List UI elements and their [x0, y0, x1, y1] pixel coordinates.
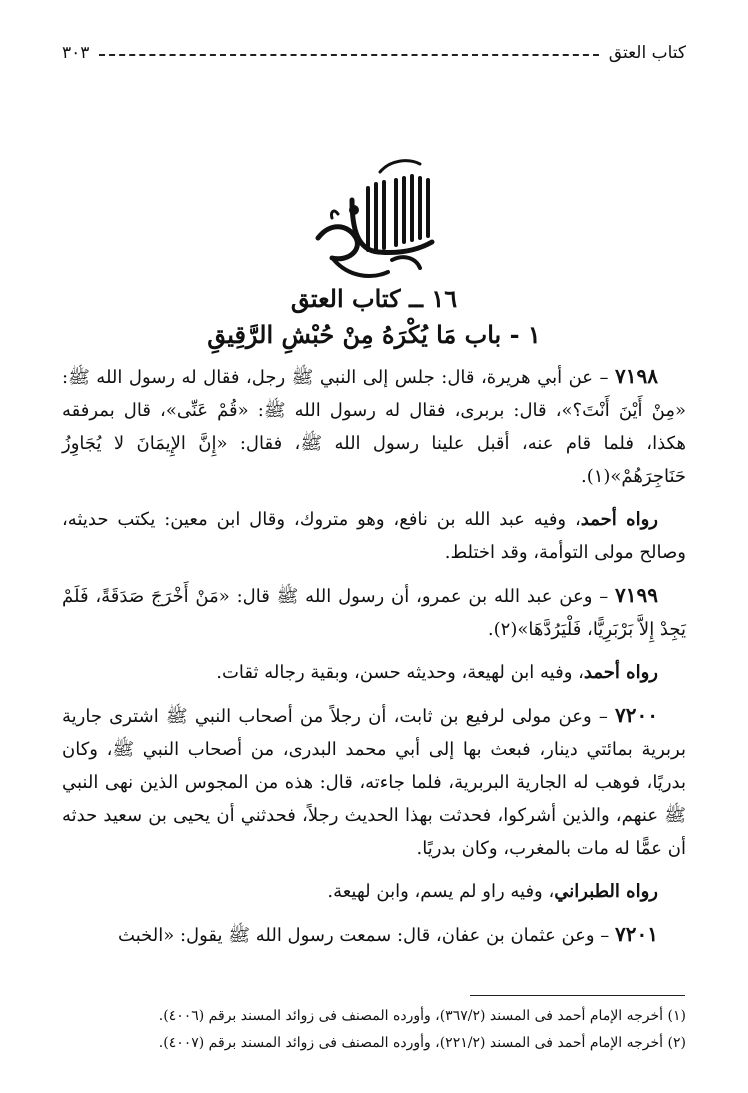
grading-text: ، وفيه ابن لهيعة، وحديثه حسن، وبقية رجاله ثقات.: [216, 662, 584, 683]
book-heading: ١٦ ــ كتاب العتق: [290, 284, 458, 313]
hadith-body: [62, 360, 686, 962]
header-dashed-rule: [99, 54, 598, 56]
source-label: رواه أحمد: [583, 662, 658, 683]
source-label: رواه الطبراني: [554, 881, 658, 902]
page-header: [62, 38, 686, 68]
grading-text: ، وفيه عبد الله بن نافع، وهو متروك، وقال ابن معين: يكتب حديثه، وصالح مولى التوأمة، وقد اختلط.: [62, 509, 686, 563]
source-label: رواه أحمد: [580, 509, 658, 530]
hadith-text: – وعن عبد الله بن عمرو، أن رسول الله ﷺ قال: «مَنْ أَخْرَجَ صَدَقَةً، فَلَمْ يَجِدْ إِلاَّ بَرْبَرِيًّا، فَلْيَرُدَّهَا»(٢).: [62, 586, 686, 640]
hadith-text: – وعن مولى لرفيع بن ثابت، أن رجلاً من أصحاب النبي ﷺ اشترى جارية بربرية بمائتي دينار، فبعث بها إلى أبي محمد البدرى، من أصحاب النبي ﷺ، وكان بدريًا، فوهب له الجارية البربرية، فلما جاءته، قال: هذه من المجوس الذين نهى النبي ﷺ عنهم، والذين أشركوا، فحدثت بهذا الحديث رجلاً، فحدثني أن يحيى بن سعيد حدثه أن عمًّا له مات بالمغرب، وكان بدريًا.: [62, 706, 686, 859]
footnote-2: (٢) أخرجه الإمام أحمد فى المسند (٢٢١/٢)، وأورده المصنف فى زوائد المسند برقم (٤٠٠٧).: [158, 1035, 686, 1051]
hadith-text: – عن أبي هريرة، قال: جلس إلى النبي ﷺ رجل، فقال له رسول الله ﷺ: «مِنْ أَيْنَ أَنْتَ؟»، قال: بربرى، فقال له رسول الله ﷺ: «قُمْ عَنِّى»، قال بمرفقه هكذا، فلما قام عنه، أقبل علينا رسول الله ﷺ، فقال: «إِنَّ الإِيمَانَ لا يُجَاوِزُ حَنَاجِرَهُمْ»(١).: [62, 367, 686, 487]
hadith-number: ٧٢٠١: [615, 922, 658, 946]
running-title: كتاب العتق: [608, 43, 686, 63]
hadith-grading: [62, 656, 686, 689]
hadith-number: ٧٢٠٠: [615, 703, 658, 727]
hadith-7199: [62, 579, 686, 646]
grading-text: ، وفيه راو لم يسم، وابن لهيعة.: [327, 881, 555, 902]
hadith-7201: [62, 918, 686, 952]
page-number: ٣٠٣: [62, 43, 90, 63]
hadith-grading: [62, 503, 686, 569]
hadith-7198: [62, 360, 686, 493]
footnote-1: (١) أخرجه الإمام أحمد فى المسند (٣٦٧/٢)، وأورده المصنف فى زوائد المسند برقم (٤٠٠٦).: [158, 1008, 686, 1024]
chapter-heading: ١ - باب مَا يُكْرَهُ مِنْ حُبْشِ الرَّقِيقِ: [207, 320, 541, 349]
basmala-calligraphy: [308, 150, 438, 285]
footnote-separator: [470, 995, 685, 996]
hadith-number: ٧١٩٩: [615, 583, 658, 607]
hadith-text: – وعن عثمان بن عفان، قال: سمعت رسول الله ﷺ يقول: «الخبث: [118, 925, 616, 946]
footnotes: [62, 1003, 686, 1057]
hadith-number: ٧١٩٨: [615, 364, 658, 388]
hadith-grading: [62, 875, 686, 908]
hadith-7200: [62, 699, 686, 865]
